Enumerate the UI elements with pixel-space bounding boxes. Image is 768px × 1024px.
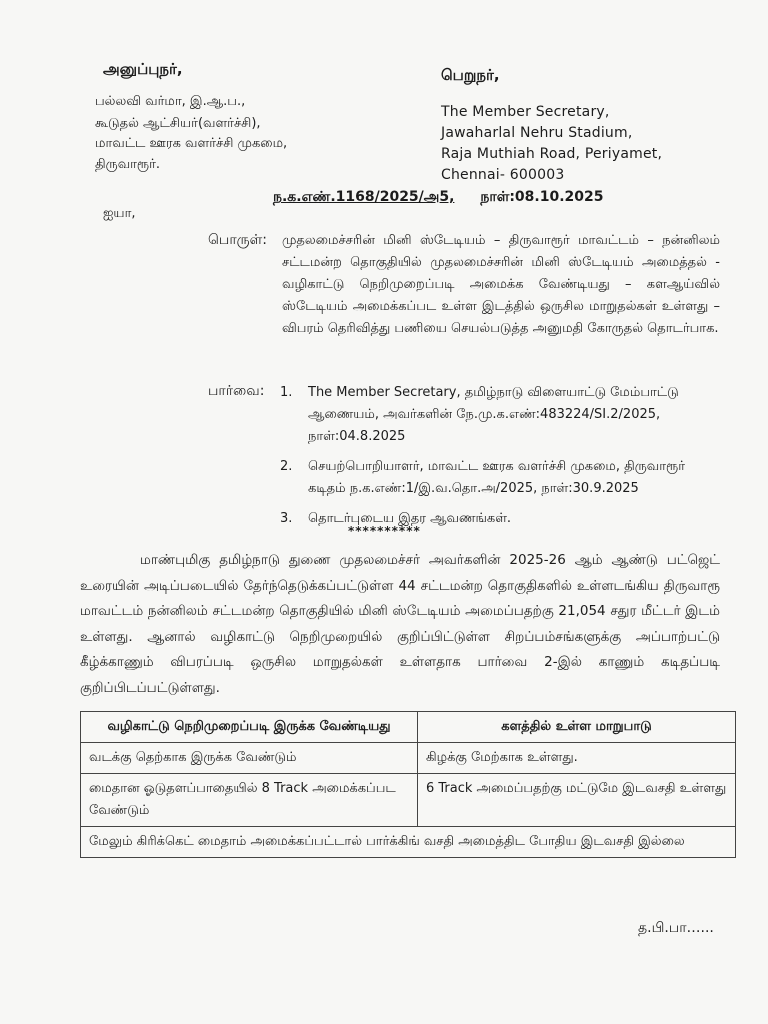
- sender-name: பல்லவி வர்மா, இ.ஆ.ப.,: [95, 94, 246, 109]
- subject-label: பொருள்:: [208, 232, 267, 248]
- table-row: [81, 827, 736, 858]
- recipient-line-4: Chennai- 600003: [441, 167, 565, 183]
- letter-date: நாள்:08.10.2025: [480, 189, 604, 205]
- salutation: ஐயா,: [103, 206, 136, 221]
- recipient-heading: பெறுநர்,: [441, 66, 500, 84]
- references-list: [280, 382, 720, 538]
- table-row: [81, 743, 736, 774]
- table-cell: வடக்கு தெற்காக இருக்க வேண்டும்: [81, 743, 418, 774]
- table-cell-full: மேலும் கிரிக்கெட் மைதாம் அமைக்கப்பட்டால் பார்க்கிங் வசதி அமைத்திட போதிய இடவசதி இல்லை: [81, 827, 736, 858]
- body-paragraph: மாண்புமிகு தமிழ்நாடு துணை முதலமைச்சர் அவர்களின் 2025-26 ஆம் ஆண்டு பட்ஜெட் உரையின் அடிப்படையில் தேர்ந்தெடுக்கப்பட்டுள்ள 44 சட்டமன்ற தொகுதிகளில் உள்ளடங்கிய திருவாரூ மாவட்டம் நன்னிலம் சட்டமன்ற தொகுதியில் மினி ஸ்டேடியம் அமைப்பதற்கு 21,054 சதுர மீட்டர் இடம் உள்ளது. ஆனால் வழிகாட்டு நெறிமுறையில் குறிப்பிட்டுள்ள சிறப்பம்சங்களுக்கு அப்பாற்பட்டு கீழ்க்காணும் விபரப்படி ஒருசில மாறுதல்கள் உள்ளதாக பார்வை 2-இல் காணும் கடிதப்படி குறிப்பிடப்பட்டுள்ளது.: [80, 552, 720, 696]
- reference-number-marker: 3.: [280, 511, 293, 526]
- references-label: பார்வை:: [208, 383, 265, 399]
- sender-place: திருவாரூர்.: [95, 157, 161, 172]
- sender-designation: கூடுதல் ஆட்சியர்(வளர்ச்சி),: [95, 116, 261, 131]
- reference-item: [280, 382, 720, 448]
- table-header: களத்தில் உள்ள மாறுபாடு: [418, 712, 736, 743]
- recipient-line-1: The Member Secretary,: [441, 104, 610, 120]
- sender-office: மாவட்ட ஊரக வளர்ச்சி முகமை,: [95, 136, 288, 151]
- reference-text: செயற்பொறியாளர், மாவட்ட ஊரக வளர்ச்சி முகமை, திருவாரூர் கடிதம் ந.க.எண்:1/இ.வ.தொ.அ/2025, நாள்:30.9.2025: [308, 459, 686, 496]
- table-cell: 6 Track அமைப்பதற்கு மட்டுமே இடவசதி உள்ளது: [418, 774, 736, 827]
- reference-number-marker: 2.: [280, 459, 293, 474]
- subject-text: முதலமைச்சரின் மினி ஸ்டேடியம் – திருவாரூர் மாவட்டம் – நன்னிலம் சட்டமன்ற தொகுதியில் முதலமைச்சரின் மினி ஸ்டேடியம் அமைத்தல் - வழிகாட்டு நெறிமுறைப்படி அமைக்க வேண்டியது – களஆய்வில் ஸ்டேடியம் அமைக்கப்பட உள்ள இடத்தில் ஒருசில மாறுதல்கள் உள்ளது – விபரம் தெரிவித்து பணியை செயல்படுத்த அனுமதி கோருதல் தொடர்பாக.: [282, 233, 720, 336]
- recipient-line-3: Raja Muthiah Road, Periyamet,: [441, 146, 663, 162]
- separator: **********: [348, 524, 421, 538]
- recipient-line-2: Jawaharlal Nehru Stadium,: [441, 125, 633, 141]
- table-cell: கிழக்கு மேற்காக உள்ளது.: [418, 743, 736, 774]
- sender-heading: அனுப்புநர்,: [103, 60, 183, 78]
- reference-item: [280, 508, 720, 530]
- continued-marker: த.பி.பா…...: [638, 920, 714, 936]
- reference-line: [273, 189, 604, 207]
- reference-text: தொடர்புடைய இதர ஆவணங்கள்.: [308, 511, 512, 526]
- table-cell: மைதான ஓடுதளப்பாதையில் 8 Track அமைக்கப்பட வேண்டும்: [81, 774, 418, 827]
- reference-number: ந.க.எண்.1168/2025/அ5,: [273, 189, 455, 205]
- table-row: [81, 774, 736, 827]
- table-header: வழிகாட்டு நெறிமுறைப்படி இருக்க வேண்டியது: [81, 712, 418, 743]
- reference-item: [280, 456, 720, 500]
- table-header-row: [81, 712, 736, 743]
- reference-number-marker: 1.: [280, 385, 293, 400]
- comparison-table: [80, 711, 736, 858]
- reference-text: The Member Secretary, தமிழ்நாடு விளையாட்டு மேம்பாட்டு ஆணையம், அவர்களின் நே.மு.க.எண்:483224/SI.2/2025, நாள்:04.8.2025: [308, 385, 679, 444]
